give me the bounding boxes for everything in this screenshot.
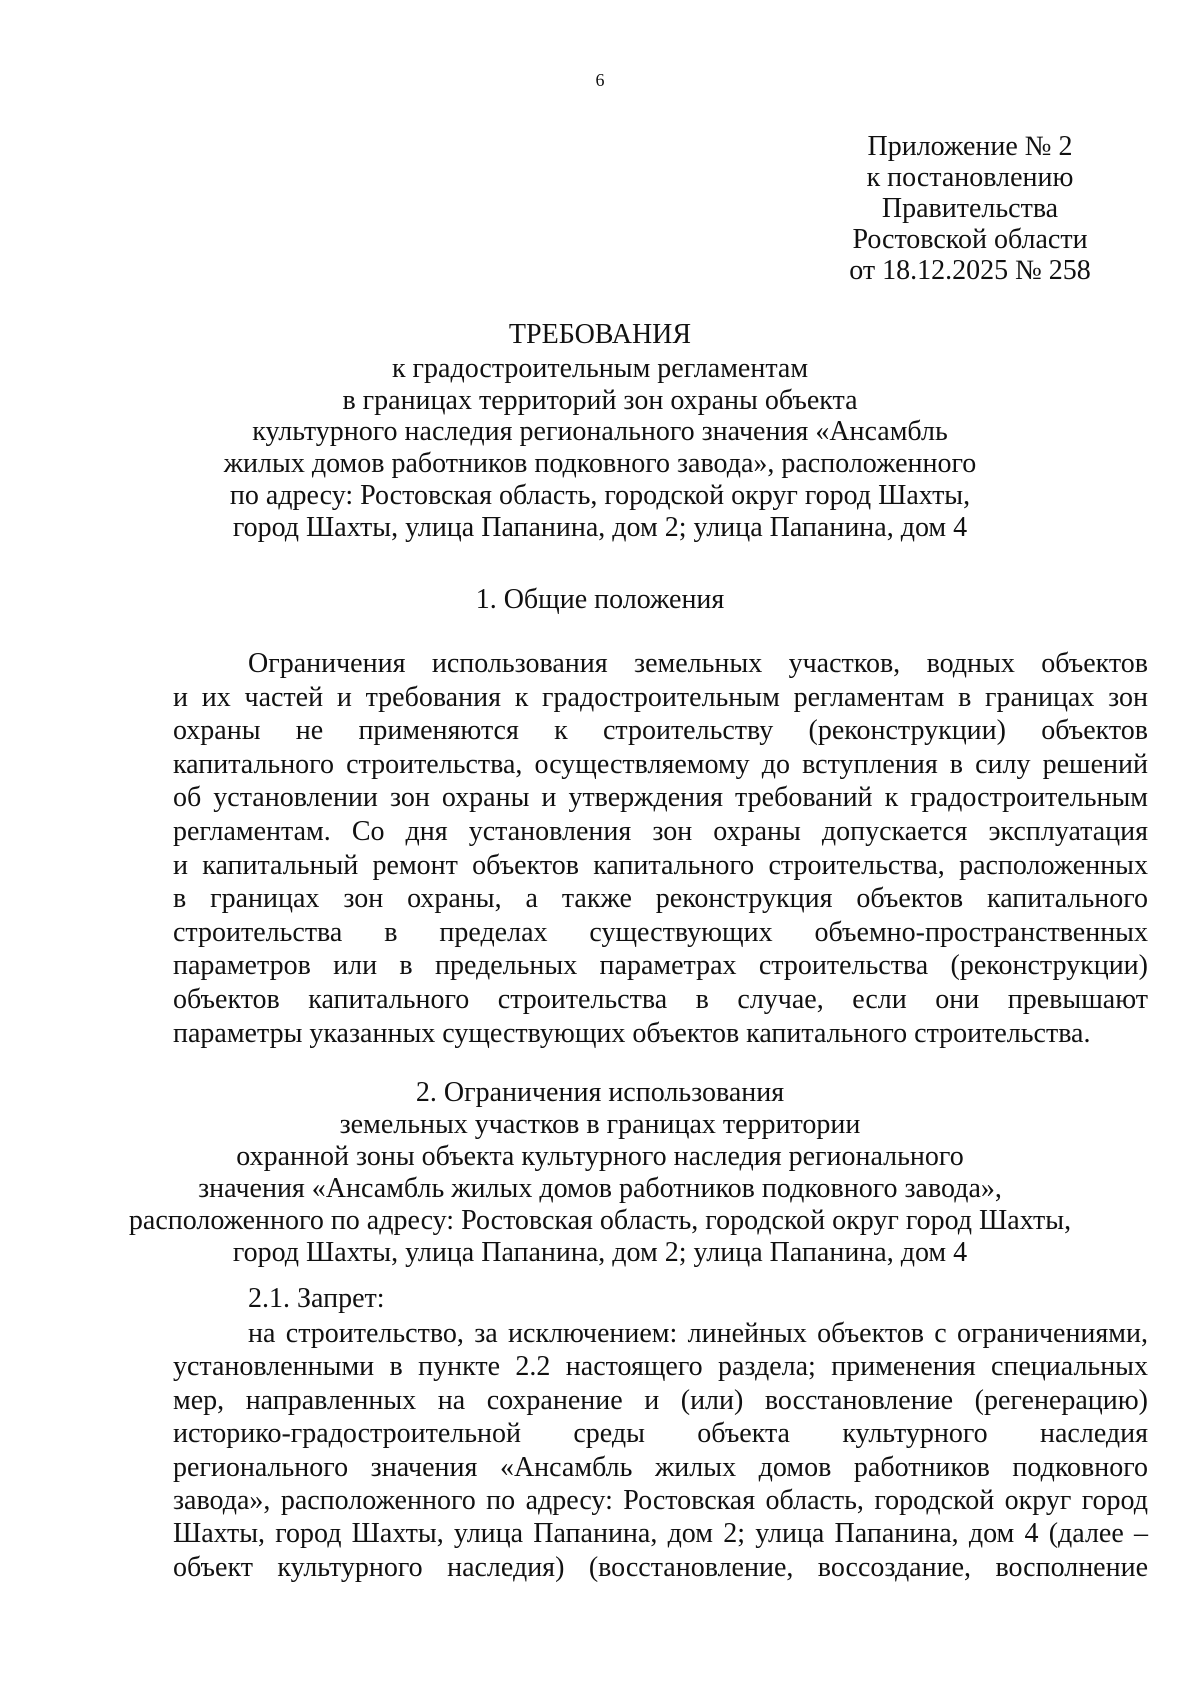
paragraph-line: об установлении зон охраны и утверждения требований к градостроительным	[173, 782, 1148, 814]
paragraph-line: Ограничения использования земельных участков, водных объектов	[248, 648, 1148, 679]
subtitle-line: в границах территорий зон охраны объекта	[342, 384, 858, 416]
paragraph-line: параметры указанных существующих объектов капитального строительства.	[173, 1017, 1091, 1049]
paragraph-line: и капитальный ремонт объектов капитального строительства, расположенных	[173, 849, 1148, 881]
subtitle-line: по адресу: Ростовская область, городской округ город Шахты,	[229, 479, 971, 511]
paragraph-line: Шахты, город Шахты, улица Папанина, дом 2; улица Папанина, дом 4 (далее –	[173, 1518, 1148, 1550]
paragraph-line: параметров или в предельных параметрах строительства (реконструкции)	[173, 950, 1148, 982]
document-title: ТРЕБОВАНИЯ	[508, 319, 692, 350]
section-2-heading	[0, 1077, 1200, 1269]
section-heading-line: расположенного по адресу: Ростовская область, городской округ город Шахты,	[128, 1205, 1072, 1236]
appendix-block	[830, 131, 1110, 286]
section-heading-line: 1. Общие положения	[475, 584, 725, 615]
subtitle-line: культурного наследия регионального значения «Ансамбль	[252, 416, 948, 448]
paragraph-line: завода», расположенного по адресу: Ростовская область, городской округ город	[173, 1485, 1148, 1517]
paragraph-line: регламентам. Со дня установления зон охраны допускается эксплуатация	[173, 815, 1148, 847]
paragraph-line: установленными в пункте 2.2 настоящего раздела; применения специальных	[173, 1351, 1148, 1383]
subsection-2-1-paragraph	[173, 1317, 1148, 1584]
appendix-line: Правительства	[881, 193, 1059, 224]
section-heading-line: земельных участков в границах территории	[339, 1109, 861, 1140]
document-subtitle	[0, 353, 1200, 543]
subtitle-line: город Шахты, улица Папанина, дом 2; улица Папанина, дом 4	[232, 511, 968, 543]
subtitle-line: жилых домов работников подковного завода», расположенного	[223, 448, 977, 480]
paragraph-line: объектов капитального строительства в случае, если они превышают	[173, 983, 1148, 1015]
section-1-paragraph	[173, 647, 1148, 1050]
paragraph-line: и их частей и требования к градостроительным регламентам в границах зон	[173, 681, 1148, 713]
subtitle-line: к градостроительным регламентам	[391, 353, 809, 384]
paragraph-line: регионального значения «Ансамбль жилых домов работников подковного	[173, 1451, 1148, 1483]
page-number: 6	[595, 70, 605, 90]
appendix-line: Приложение № 2	[867, 131, 1073, 162]
subsection-2-1-label: 2.1. Запрет:	[248, 1283, 385, 1314]
appendix-line: к постановлению	[866, 162, 1074, 193]
section-1-heading	[0, 584, 1200, 615]
appendix-line: Ростовской области	[852, 224, 1088, 255]
paragraph-line: мер, направленных на сохранение и (или) восстановление (регенерацию)	[173, 1384, 1148, 1416]
section-heading-line: значения «Ансамбль жилых домов работников подковного завода»,	[198, 1173, 1002, 1204]
paragraph-line: охраны не применяются к строительству (реконструкции) объектов	[173, 715, 1148, 747]
paragraph-line: историко-градостроительной среды объекта культурного наследия	[173, 1418, 1148, 1450]
paragraph-line: капитального строительства, осуществляемому до вступления в силу решений	[173, 748, 1148, 780]
paragraph-line: объект культурного наследия) (восстановление, воссоздание, восполнение	[173, 1551, 1148, 1583]
paragraph-line: в границах зон охраны, а также реконструкция объектов капитального	[173, 883, 1148, 915]
paragraph-line: на строительство, за исключением: линейных объектов с ограничениями,	[248, 1318, 1148, 1349]
section-heading-line: охранной зоны объекта культурного наследия регионального	[236, 1141, 964, 1172]
section-heading-line: город Шахты, улица Папанина, дом 2; улица Папанина, дом 4	[232, 1237, 968, 1268]
section-heading-line: 2. Ограничения использования	[415, 1077, 785, 1108]
paragraph-line: строительства в пределах существующих объемно-пространственных	[173, 916, 1148, 948]
appendix-line: от 18.12.2025 № 258	[849, 255, 1091, 286]
